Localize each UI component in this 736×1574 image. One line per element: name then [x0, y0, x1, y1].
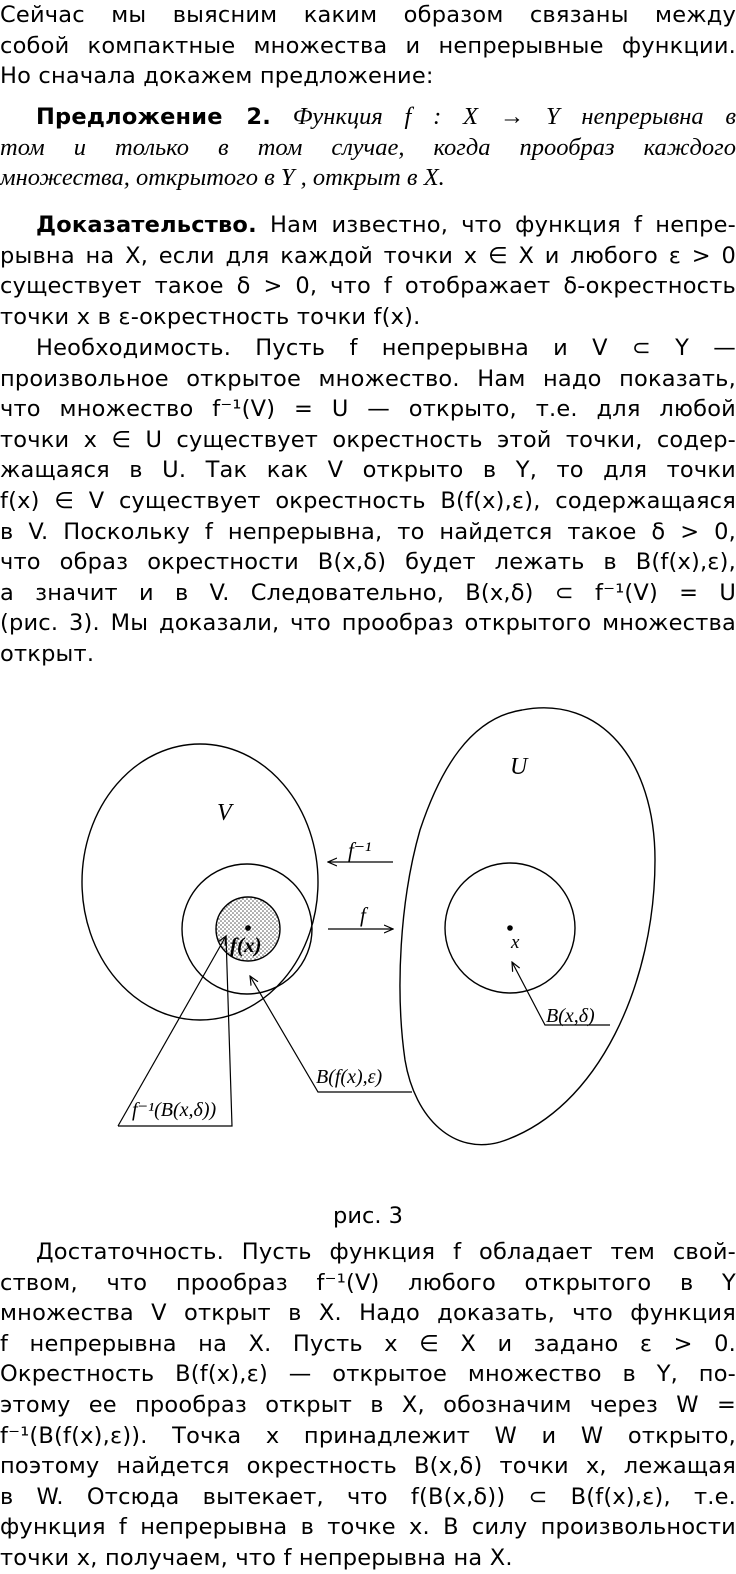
text-line: f(x) ∈ V существует окрестность B(f(x),ε), содержащаяся	[0, 487, 736, 514]
text-line: произвольное открытое множество. Нам надо показать,	[0, 365, 736, 392]
text-line: множества V открыт в X. Надо доказать, что функция	[0, 1300, 736, 1327]
text-line: f⁻¹(B(f(x),ε)). Точка x принадлежит W и W открыто,	[0, 1422, 736, 1449]
label-finvb: f⁻¹(B(x,δ))	[132, 1099, 217, 1121]
set-u-outline	[400, 708, 655, 1145]
text-line: точки x в ε-окрестность точки f(x).	[0, 303, 421, 330]
text-line: Необходимость. Пусть f непрерывна и V ⊂ Y —	[36, 335, 736, 361]
necessity-paragraph	[0, 333, 736, 670]
text-line: Достаточность. Пусть функция f обладает тем свой-	[36, 1239, 736, 1265]
pointer-finvb	[118, 936, 226, 1126]
proof-line: Нам известно, что функция f непре-	[270, 212, 736, 238]
text-line: f непрерывна на X. Пусть x ∈ X и задано ε > 0.	[0, 1330, 736, 1357]
text-line: том и только в том случае, когда прообраз каждого	[0, 133, 736, 161]
text-line: существует такое δ > 0, что f отображает δ-окрестность	[0, 273, 736, 300]
proof-title: Доказательство.	[36, 212, 257, 238]
text-line: (рис. 3). Мы доказали, что прообраз открытого множества	[0, 610, 736, 637]
pointer-finvb-base	[118, 936, 232, 1126]
label-f: f	[360, 903, 366, 927]
text-line: Окрестность B(f(x),ε) — открытое множество в Y, по-	[0, 1361, 736, 1388]
set-v-outline	[82, 744, 318, 1020]
text-line: собой компактные множества и непрерывные функции.	[0, 32, 736, 59]
figure-caption: рис. 3	[333, 1203, 403, 1229]
figure-svg	[0, 700, 736, 1200]
text-line: открыт.	[0, 640, 95, 667]
text-line: Сейчас мы выясним каким образом связаны между	[0, 2, 736, 28]
text-line: в V. Поскольку f непрерывна, то найдется такое δ > 0,	[0, 518, 736, 545]
sufficiency-paragraph	[0, 1237, 736, 1574]
text-line: этому ее прообраз открыт в X, обозначим через W =	[0, 1391, 736, 1418]
text-line: точки x, получаем, что f непрерывна на X.	[0, 1544, 513, 1571]
label-bfxe: B(f(x),ε)	[316, 1066, 383, 1088]
proposition-line: Функция f : X → Y непрерывна в	[292, 103, 736, 130]
label-f-inverse: f⁻¹	[348, 838, 372, 862]
text-line: в W. Отсюда вытекает, что f(B(x,δ)) ⊂ B(f(x),ε), т.е.	[0, 1483, 736, 1510]
text-line	[0, 210, 736, 241]
text-line: поэтому найдется окрестность B(x,δ) точки x, лежащая	[0, 1453, 736, 1480]
text-line: рывна на X, если для каждой точки x ∈ X и любого ε > 0	[0, 242, 736, 269]
label-u: U	[510, 754, 528, 780]
label-x: x	[511, 932, 520, 953]
text-line: что множество f⁻¹(V) = U — открыто, т.е. для любой	[0, 396, 736, 423]
label-bxd: B(x,δ)	[546, 1005, 595, 1027]
point-fx	[245, 925, 251, 931]
intro-paragraph	[0, 0, 736, 92]
figure-3	[0, 700, 736, 1200]
proposition-paragraph	[0, 102, 736, 194]
proof-paragraph	[0, 210, 736, 332]
text-line: функция f непрерывна в точке x. В силу произвольности	[0, 1514, 736, 1541]
text-line: что образ окрестности B(x,δ) будет лежать в B(f(x),ε),	[0, 549, 736, 576]
label-fx: f(x)	[230, 933, 262, 957]
point-x	[507, 925, 513, 931]
text-line: а значит и в V. Следовательно, B(x,δ) ⊂ f⁻¹(V) = U	[0, 579, 736, 606]
label-v: V	[217, 800, 232, 826]
text-line: Но сначала докажем предложение:	[0, 63, 434, 90]
text-line: ством, что прообраз f⁻¹(V) любого открытого в Y	[0, 1269, 736, 1296]
proposition-title: Предложение 2.	[36, 104, 271, 130]
text-line: точки x ∈ U существует окрестность этой точки, содер-	[0, 426, 736, 453]
text-line: жащаяся в U. Так как V открыто в Y, то для точки	[0, 457, 736, 484]
text-line: множества, открытого в Y , открыт в X.	[0, 164, 445, 192]
text-line	[0, 102, 736, 133]
